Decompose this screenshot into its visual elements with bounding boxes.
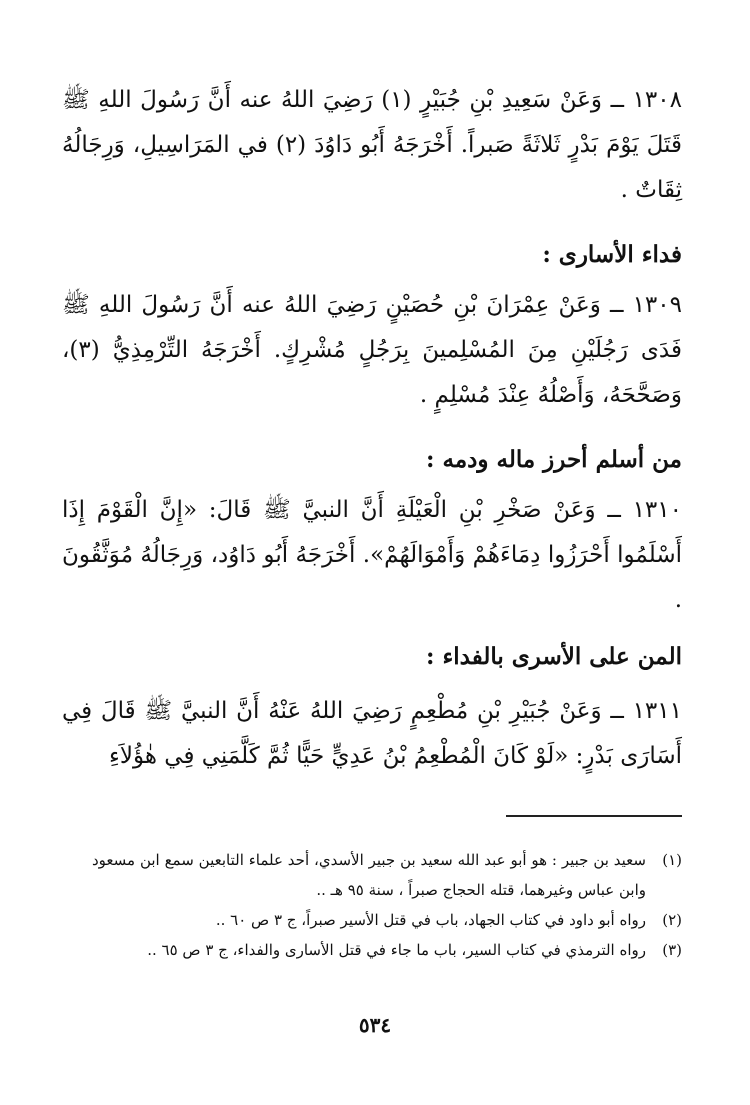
footnote-text: رواه أبو داود في كتاب الجهاد، باب في قتل الأسير صبراً، ج ٣ ص ٦٠ .. [215,911,646,929]
hadith-1308: ١٣٠٨ ــ وَعَنْ سَعِيدِ بْنِ جُبَيْرٍ (١) رَضِيَ اللهُ عنه أَنَّ رَسُولَ اللهِ ﷺ قَتَلَ يَوْمَ بَدْرٍ ثَلاثَةً صَبراً. أَخْرَجَهُ أَبُو دَاوُدَ (٢) في المَرَاسِيلِ، وَرِجَالُهُ ثِقَاتٌ . [62,87,682,203]
section-heading-ransom-of-captives: فداء الأسارى : [542,241,682,268]
footnote [92,905,682,935]
main-text [62,78,682,779]
footnote-number: (٣) [662,941,682,959]
page-number: ٥٣٤ [358,1013,392,1037]
hadith-1311: ١٣١١ ــ وَعَنْ جُبَيْرِ بْنِ مُطْعِمٍ رَضِيَ اللهُ عَنْهُ أَنَّ النبيَّ ﷺ قَالَ فِي أَسَارَى بَدْرٍ: «لَوْ كَانَ الْمُطْعِمُ بْنُ عَدِيٍّ حَيًّا ثُمَّ كَلَّمَنِي فِي هٰؤُلاَءِ [62,698,682,769]
footnote-number: (٢) [662,911,682,929]
hadith-1309: ١٣٠٩ ــ وَعَنْ عِمْرَانَ بْنِ حُصَيْنٍ رَضِيَ اللهُ عنه أَنَّ رَسُولَ اللهِ ﷺ فَدَى رَجُلَيْنِ مِنَ المُسْلِمينَ بِرَجُلٍ مُشْرِكٍ. أَخْرَجَهُ التِّرْمِذِيُّ (٣)، وَصَحَّحَهُ، وَأَصْلُهُ عِنْدَ مُسْلِمٍ . [62,292,682,408]
footnote [92,845,682,905]
section-heading-release-of-captives: المن على الأسرى بالفداء : [425,643,682,670]
section-heading-converts-protected: من أسلم أحرز ماله ودمه : [425,446,682,473]
hadith-1310: ١٣١٠ ــ وَعَنْ صَخْرِ بْنِ الْعَيْلَةِ أَنَّ النبيَّ ﷺ قَالَ: «إِنَّ الْقَوْمَ إِذَا أَسْلَمُوا أَحْرَزُوا دِمَاءَهُمْ وَأَمْوَالَهُمْ». أَخْرَجَهُ أَبُو دَاوُد، وَرِجَالُهُ مُوَثَّقُونَ . [62,497,682,613]
footnote-number: (١) [662,851,682,869]
footnote-text: رواه الترمذي في كتاب السير، باب ما جاء في قتل الأسارى والفداء، ج ٣ ص ٦٥ .. [147,941,646,959]
footnotes [92,845,682,965]
footnote-text: سعيد بن جبير : هو أبو عبد الله سعيد بن جبير الأسدي، أحد علماء التابعين سمع ابن مسعود وابن عباس وغيرهما، قتله الحجاج صبراً ، سنة ٩٥ هـ .. [92,851,646,899]
footnote-separator [506,815,682,817]
footnote [92,935,682,965]
